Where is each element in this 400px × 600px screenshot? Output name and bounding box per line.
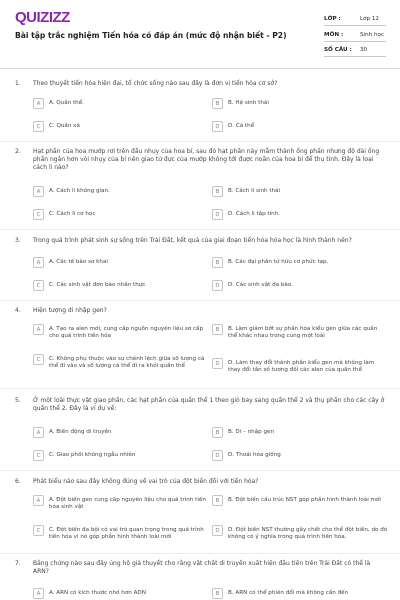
question-text: Trong quá trình phát sinh sự sống trên Trái Đất, kết quả của giai đoạn tiến hóa hóa học là hình thành nên? <box>33 237 352 244</box>
option-letter-box: D <box>212 280 223 291</box>
option-text: C. Không phụ thuộc vào sự chênh lệch giữa số lượng cá thể đi vào và số lượng cá thể đi ra khỏi quần thể <box>49 355 205 369</box>
option-text: B. Các đại phân tử hữu cơ phức tạp. <box>228 258 329 265</box>
question-text: Bằng chứng nào sau đây ủng hộ giả thuyết cho rằng vật chất di truyền xuất hiện đầu tiên trên Trái Đất có thể là ARN? <box>33 560 371 576</box>
question-divider <box>0 300 400 301</box>
meta-value: Sinh học <box>360 32 385 38</box>
option-text: A. Cách li không gian. <box>49 187 110 194</box>
option-letter-box: B <box>212 495 223 506</box>
meta-divider <box>324 56 386 57</box>
option-text: D. Thoái hóa giống <box>228 451 281 458</box>
option-letter-box: A <box>33 495 44 506</box>
question-number: 4. <box>15 307 21 314</box>
meta-value: Lớp 12 <box>360 16 379 22</box>
option-text: A. Các tế bào sơ khai <box>49 258 108 265</box>
option-text: A. ARN có kích thước nhỏ hơn ADN <box>49 589 146 596</box>
option-text: A. Tạo ra alen mới, cung cấp nguồn nguyên liệu sơ cấp cho quá trình tiến hóa <box>49 325 204 339</box>
option-text: C. Cách li cơ học <box>49 210 96 217</box>
option-text: D. Cá thể <box>228 122 255 129</box>
option-text: C. Giao phối không ngẫu nhiên <box>49 451 136 458</box>
meta-divider <box>324 25 386 26</box>
option-letter-box: A <box>33 98 44 109</box>
question-divider <box>0 141 400 142</box>
option-text: C. Các sinh vật đơn bào nhân thực <box>49 281 146 288</box>
option-letter-box: B <box>212 98 223 109</box>
option-letter-box: B <box>212 324 223 335</box>
option-text: C. Quần xã <box>49 122 80 129</box>
question-text: Phát biểu nào sau đây không đúng về vai trò của đột biến đối với tiến hóa? <box>33 478 259 485</box>
question-number: 7. <box>15 560 21 567</box>
option-text: D. Cách li tập tính. <box>228 210 281 217</box>
quizizz-logo: QUIZIZZ <box>15 9 70 26</box>
option-letter-box: A <box>33 324 44 335</box>
question-number: 5. <box>15 397 21 404</box>
option-letter-box: B <box>212 427 223 438</box>
question-text: Hiện tượng di nhập gen? <box>33 307 107 314</box>
option-text: D. Các sinh vật đa bào. <box>228 281 293 288</box>
question-divider <box>0 470 400 471</box>
page-header <box>0 0 400 70</box>
option-letter-box: C <box>33 525 44 536</box>
option-letter-box: A <box>33 588 44 599</box>
meta-label: SỐ CÂU : <box>324 47 352 53</box>
option-text: B. Làm giảm bớt sự phân hóa kiểu gen giữa các quần thể khác nhau trong cùng một loài <box>228 325 378 339</box>
meta-label: LỚP : <box>324 16 341 22</box>
option-letter-box: A <box>33 257 44 268</box>
option-letter-box: C <box>33 354 44 365</box>
option-text: A. Biến động di truyền <box>49 428 112 435</box>
question-number: 6. <box>15 478 21 485</box>
option-letter-box: A <box>33 186 44 197</box>
option-text: A. Đột biến gen cung cấp nguyên liệu cho quá trình tiến hóa sinh vật <box>49 496 206 510</box>
option-letter-box: C <box>33 280 44 291</box>
question-divider <box>0 229 400 230</box>
option-letter-box: B <box>212 186 223 197</box>
option-letter-box: A <box>33 427 44 438</box>
header-divider <box>0 68 400 69</box>
document-title: Bài tập trắc nghiệm Tiến hóa có đáp án (mức độ nhận biết - P2) <box>15 31 287 40</box>
option-letter-box: D <box>212 121 223 132</box>
option-letter-box: C <box>33 209 44 220</box>
option-text: B. Đột biến cấu trúc NST góp phần hình thành loài mới <box>228 496 381 503</box>
question-text: Ở một loài thực vật giao phấn, các hạt phấn của quần thể 1 theo gió bay sang quần thể 2 và thụ phấn cho các cây ở quần thể 2. Đây là ví dụ về: <box>33 397 385 413</box>
question-divider <box>0 388 400 389</box>
option-text: B. Cách li sinh thái <box>228 187 281 194</box>
option-letter-box: D <box>212 358 223 369</box>
question-number: 2. <box>15 148 21 155</box>
question-text: Theo thuyết tiến hóa hiện đại, tổ chức sống nào sau đây là đơn vị tiến hóa cơ sở? <box>33 80 278 87</box>
option-letter-box: C <box>33 450 44 461</box>
meta-label: MÔN : <box>324 32 344 38</box>
option-letter-box: B <box>212 588 223 599</box>
option-text: A. Quần thể. <box>49 99 84 106</box>
option-text: B. Hệ sinh thái <box>228 99 269 106</box>
option-letter-box: D <box>212 450 223 461</box>
question-number: 1. <box>15 80 21 87</box>
meta-value: 30 <box>360 47 368 53</box>
option-text: C. Đột biến đa bội có vai trò quan trọng trong quá trình tiến hóa vì nó góp phần hình thành loài mới <box>49 526 204 540</box>
option-text: D. Làm thay đổi thành phần kiểu gen mà không làm thay đổi tần số tương đối các alen của quần thể <box>228 359 375 373</box>
option-text: D. Đột biến NST thường gây chết cho thể đột biến, do đó không có ý nghĩa trong quá trình tiến hóa. <box>228 526 388 540</box>
option-letter-box: D <box>212 525 223 536</box>
option-text: B. Di – nhập gen <box>228 428 274 435</box>
question-text: Hạt phấn của hoa mướp rơi trên đầu nhụy của hoa bí, sau đó hạt phấn này mẫm thành ống phấn nhưng độ dài ống phấn ngắn hơn vòi nhụy của bí nên giao tử đực của mướp không tới được noãn của hoa bí để thụ tinh. Đây là loại cách li nào? <box>33 148 380 172</box>
option-letter-box: D <box>212 209 223 220</box>
question-divider <box>0 553 400 554</box>
option-text: B. ARN có thể phiên đổi mà không cần đến <box>228 589 349 596</box>
option-letter-box: B <box>212 257 223 268</box>
question-number: 3. <box>15 237 21 244</box>
meta-divider <box>324 41 386 42</box>
option-letter-box: C <box>33 121 44 132</box>
